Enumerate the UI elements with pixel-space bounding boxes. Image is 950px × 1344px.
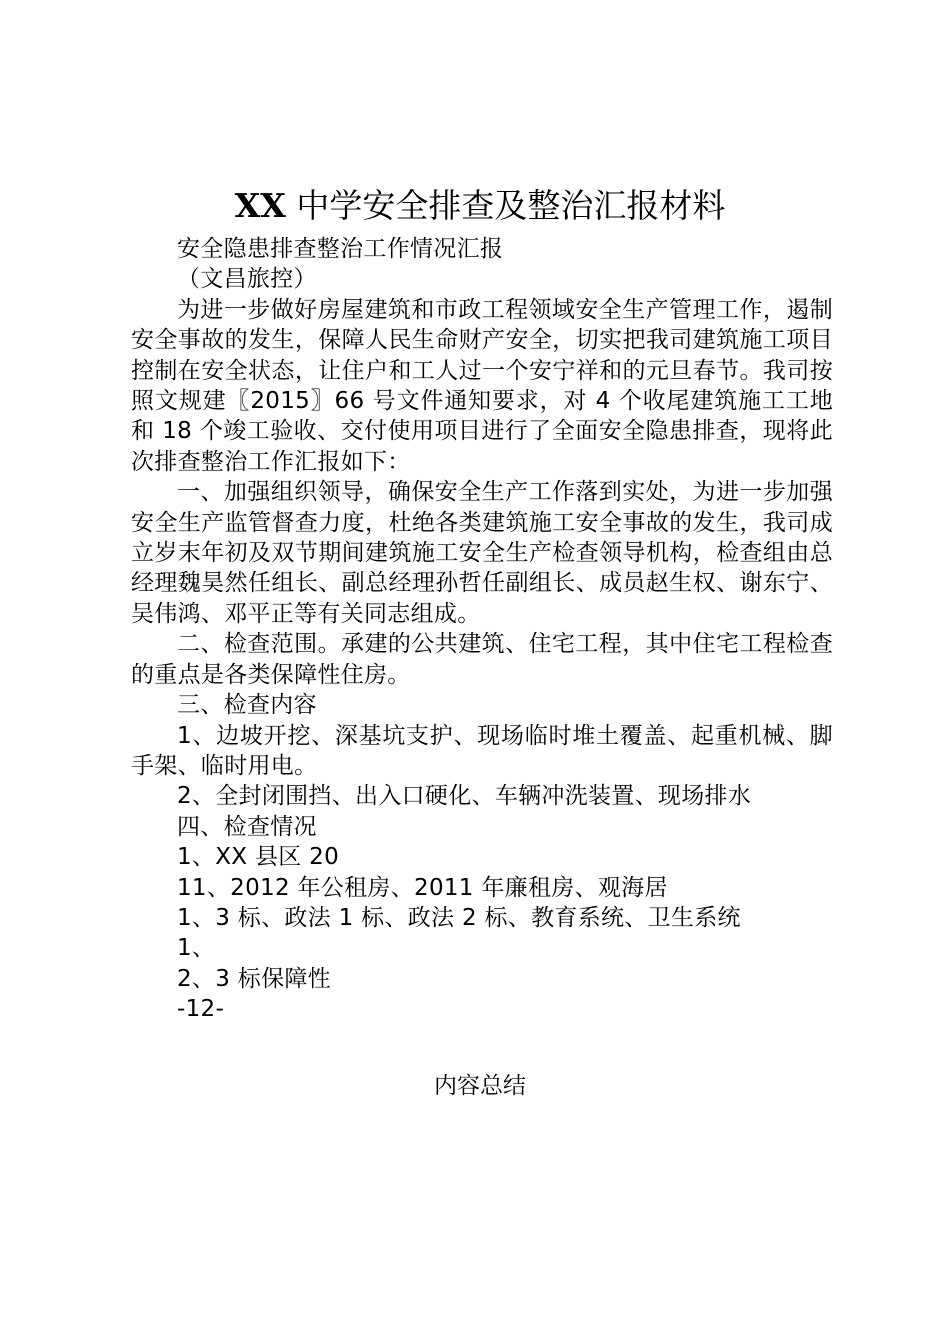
section-2-paragraph: 二、检查范围。承建的公共建筑、住宅工程，其中住宅工程检查的重点是各类保障性住房。 xyxy=(131,631,833,688)
section-3-item-1: 1、边坡开挖、深基坑支护、现场临时堆土覆盖、起重机械、脚手架、临时用电。 xyxy=(131,722,833,779)
intro-paragraph: 为进一步做好房屋建筑和市政工程领域安全生产管理工作，遏制安全事故的发生，保障人民生命财产安全，切实把我司建筑施工项目控制在安全状态，让住户和工人过一个安宁祥和的元旦春节。我司按照文规建〖2015〗66 号文件通知要求，对 4 个收尾建筑施工工地和 18 个竣工验收、交付使用项目进行了全面安全隐患排查，现将此次排查整治工作汇报如下： xyxy=(131,296,833,475)
document-title-text: 中学安全排查及整治汇报材料 xyxy=(285,186,726,225)
document-body xyxy=(131,234,833,1025)
report-author: （文昌旅控） xyxy=(177,266,317,293)
section-4-line-4: 1、 xyxy=(177,935,216,962)
section-1-paragraph: 一、加强组织领导，确保安全生产工作落到实处，为进一步加强安全生产监管督查力度，杜绝各类建筑施工安全事故的发生，我司成立岁末年初及双节期间建筑施工安全生产检查领导机构，检查组由总经理魏昊然任组长、副总经理孙哲任副组长、成员赵生权、谢东宁、吴伟鸿、邓平正等有关同志组成。 xyxy=(131,479,833,627)
document-title xyxy=(0,184,950,228)
section-4-line-3: 1、3 标、政法 1 标、政法 2 标、教育系统、卫生系统 xyxy=(177,904,741,931)
report-heading: 安全隐患排查整治工作情况汇报 xyxy=(177,236,504,262)
section-3-item-2: 2、全封闭围挡、出入口硬化、车辆冲洗装置、现场排水 xyxy=(177,783,752,810)
page-number: -12- xyxy=(177,996,225,1023)
section-4-line-2: 11、2012 年公租房、2011 年廉租房、观海居 xyxy=(177,874,668,901)
document-title-prefix: XX xyxy=(234,186,286,225)
section-4-line-1: 1、XX 县区 20 xyxy=(177,844,340,871)
summary-heading: 内容总结 xyxy=(434,1073,526,1099)
section-4-heading: 四、检查情况 xyxy=(177,813,317,840)
section-4-line-5: 2、3 标保障性 xyxy=(177,965,331,992)
section-3-heading: 三、检查内容 xyxy=(177,692,317,719)
